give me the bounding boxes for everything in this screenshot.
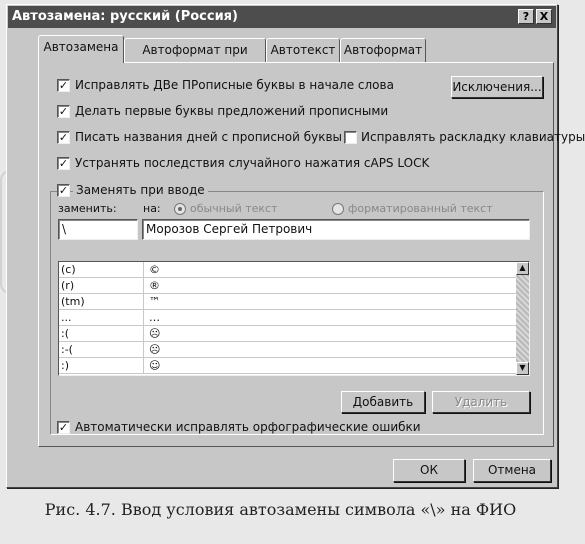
tab-autoformat-as-you-type[interactable]: Автоформат при — [124, 38, 266, 62]
entry-to: ☹ — [149, 327, 161, 340]
delete-button[interactable]: Удалить — [432, 391, 530, 413]
scroll-down-icon[interactable]: ▼ — [516, 362, 529, 375]
replace-as-you-type-label: Заменять при вводе — [73, 183, 208, 197]
entry-to: © — [149, 263, 160, 276]
list-item[interactable] — [59, 310, 529, 326]
formatted-text-label: форматированный текст — [348, 202, 493, 215]
day-names-checkbox[interactable]: ✓ — [58, 131, 69, 144]
help-button[interactable]: ? — [518, 9, 534, 24]
autocorrect-entries-list[interactable] — [58, 261, 530, 376]
entry-to: ™ — [149, 295, 160, 308]
figure-caption: Рис. 4.7. Ввод условия автозамены символа «\» на ФИО — [44, 500, 517, 519]
entry-from: (tm) — [61, 294, 144, 309]
replace-as-you-type-checkbox[interactable]: ✓ — [58, 184, 69, 197]
list-item[interactable] — [59, 278, 529, 294]
replace-input[interactable]: \ — [58, 219, 138, 240]
title-bar — [8, 6, 556, 28]
exceptions-button[interactable]: Исключения... — [451, 76, 543, 98]
list-scrollbar[interactable] — [516, 262, 529, 375]
list-item[interactable] — [59, 358, 529, 374]
list-item[interactable] — [59, 294, 529, 310]
entry-to: ☹ — [149, 343, 161, 356]
entry-from: :( — [61, 326, 144, 341]
list-item[interactable] — [59, 262, 529, 278]
entry-from: (c) — [61, 262, 144, 277]
tab-autoformat[interactable]: Автоформат — [340, 38, 426, 62]
plain-text-label: обычный текст — [190, 202, 278, 215]
close-button[interactable]: X — [536, 9, 552, 24]
entry-from: ... — [61, 310, 144, 325]
capitalize-sentences-checkbox[interactable]: ✓ — [58, 105, 69, 118]
with-input[interactable]: Морозов Сергей Петрович — [142, 219, 530, 240]
caps-lock-checkbox[interactable]: ✓ — [58, 157, 69, 170]
ok-button[interactable]: ОК — [393, 459, 465, 482]
entry-to: ☺ — [149, 359, 161, 372]
two-caps-checkbox[interactable]: ✓ — [58, 79, 69, 92]
list-item[interactable] — [59, 342, 529, 358]
entry-from: (r) — [61, 278, 144, 293]
keyboard-layout-label: Исправлять раскладку клавиатуры — [361, 130, 585, 144]
two-caps-label: Исправлять ДВе ПРописные буквы в начале слова — [75, 78, 394, 92]
window-title: Автозамена: русский (Россия) — [12, 9, 238, 24]
entry-from: :-( — [61, 342, 144, 357]
entry-to: ® — [149, 279, 160, 292]
entry-from: :) — [61, 358, 144, 373]
auto-spell-checkbox[interactable]: ✓ — [58, 421, 69, 434]
cancel-button[interactable]: Отмена — [473, 459, 551, 482]
scroll-up-icon[interactable]: ▲ — [516, 262, 529, 275]
list-item[interactable] — [59, 326, 529, 342]
formatted-text-radio[interactable] — [332, 203, 344, 215]
replace-label: заменить: — [58, 202, 117, 215]
add-button[interactable]: Добавить — [341, 391, 425, 413]
with-label: на: — [143, 202, 161, 215]
auto-spell-label: Автоматически исправлять орфографические ошибки — [75, 420, 421, 434]
plain-text-radio[interactable] — [174, 203, 186, 215]
caps-lock-label: Устранять последствия случайного нажатия cAPS LOCK — [75, 156, 430, 170]
keyboard-layout-checkbox[interactable] — [344, 131, 357, 144]
capitalize-sentences-label: Делать первые буквы предложений прописными — [75, 104, 389, 118]
tab-autocorrect[interactable]: Автозамена — [38, 35, 124, 63]
day-names-label: Писать названия дней с прописной буквы — [75, 130, 343, 144]
tab-autotext[interactable]: Автотекст — [266, 38, 340, 62]
entry-to: … — [149, 311, 160, 324]
